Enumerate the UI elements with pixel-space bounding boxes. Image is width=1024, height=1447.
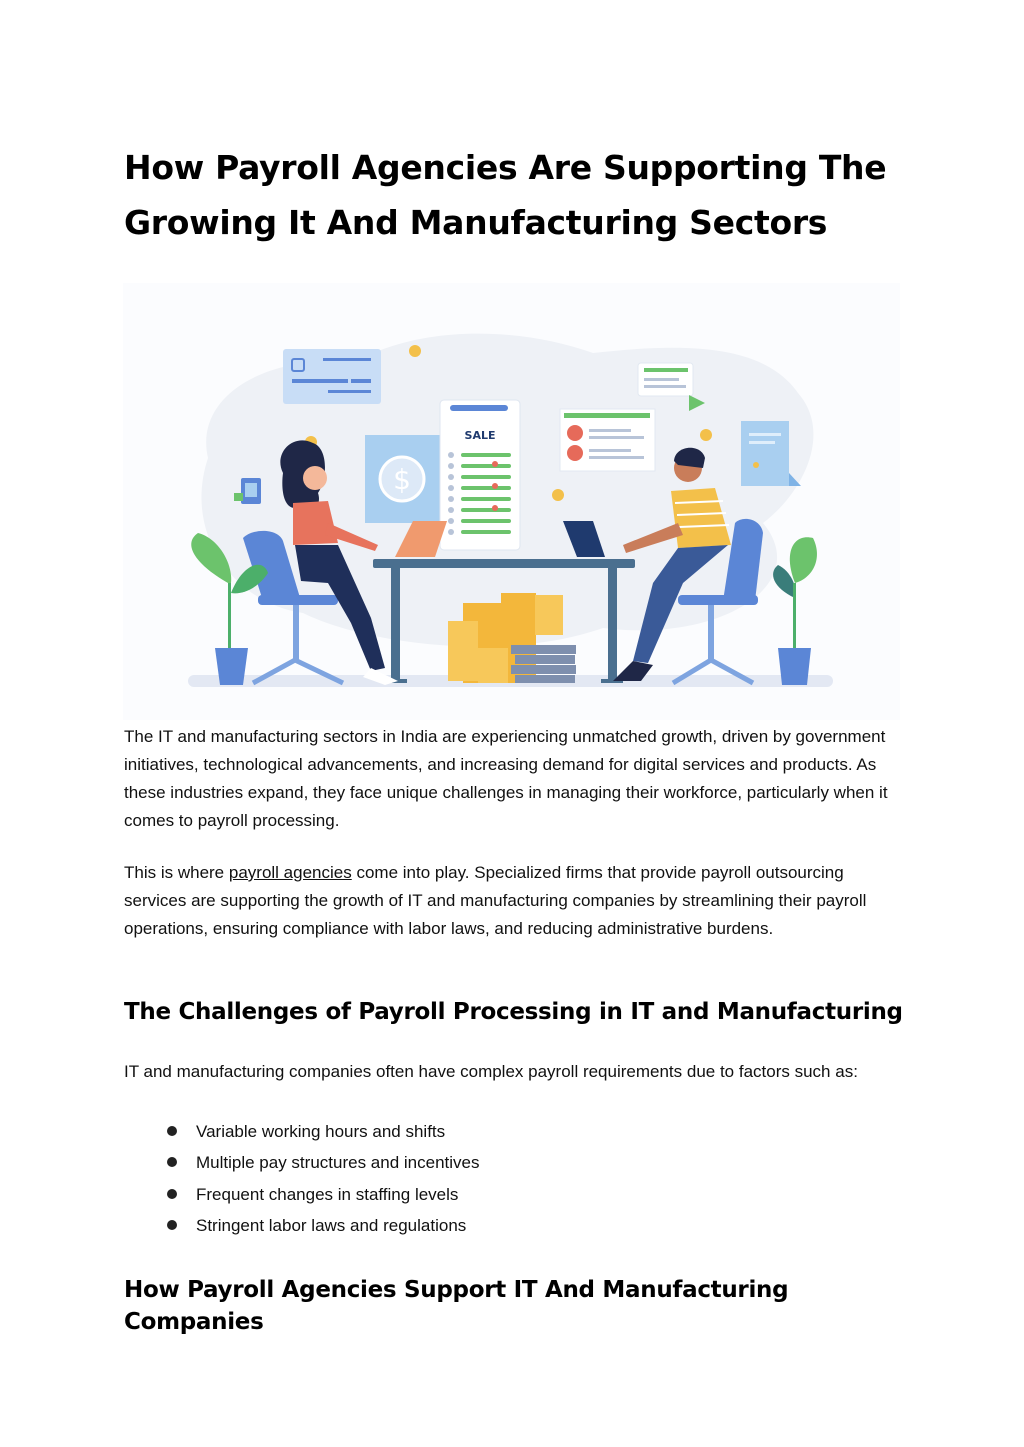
paragraph-text-prefix: This is where <box>124 863 229 882</box>
list-item <box>124 1179 824 1210</box>
sale-label: SALE <box>464 429 496 442</box>
bullet-icon <box>167 1189 177 1199</box>
section-heading-challenges: The Challenges of Payroll Processing in IT and Manufacturing <box>124 999 903 1025</box>
sale-list-card-icon <box>440 400 520 550</box>
office-workers-illustration-icon <box>123 283 900 720</box>
challenges-list <box>124 1116 824 1241</box>
second-paragraph <box>124 859 899 943</box>
challenges-intro: IT and manufacturing companies often have complex payroll requirements due to factors such as: <box>124 1062 858 1081</box>
list-item-text: Stringent labor laws and regulations <box>196 1215 467 1235</box>
list-item <box>124 1116 824 1147</box>
intro-paragraph: The IT and manufacturing sectors in India are experiencing unmatched growth, driven by government initiatives, technological advancements, and increasing demand for digital services and products. As these industries expand, they face unique challenges in managing their workforce, particularly when it comes to payroll processing. <box>124 727 888 830</box>
list-item <box>124 1210 824 1241</box>
list-item-text: Multiple pay structures and incentives <box>196 1153 480 1173</box>
bullet-icon <box>167 1220 177 1230</box>
hero-illustration <box>123 283 900 720</box>
section-heading-support: How Payroll Agencies Support IT And Manufacturing Companies <box>124 1277 789 1335</box>
paragraph-text-suffix: come into play. Specialized firms that provide payroll outsourcing services are supporting the growth of IT and manufacturing companies by streamlining their payroll operations, ensuring compliance with labor laws, and reducing administrative burdens. <box>124 863 867 938</box>
decor-dot <box>409 345 421 357</box>
dollar-card-icon <box>365 435 440 523</box>
dollar-symbol: $ <box>393 463 411 496</box>
page-title: How Payroll Agencies Are Supporting The Growing It And Manufacturing Sectors <box>124 148 887 242</box>
plant-right-icon <box>773 537 817 685</box>
payroll-agencies-link[interactable]: payroll agencies <box>228 863 352 882</box>
list-item-text: Frequent changes in staffing levels <box>196 1184 459 1204</box>
bullet-icon <box>167 1126 177 1136</box>
decor-dot <box>700 429 712 441</box>
list-item <box>124 1147 824 1178</box>
bullet-icon <box>167 1157 177 1167</box>
profile-card-icon <box>560 409 655 471</box>
list-item-text: Variable working hours and shifts <box>196 1122 446 1141</box>
credit-card-icon <box>283 349 381 404</box>
decor-dot <box>552 489 564 501</box>
